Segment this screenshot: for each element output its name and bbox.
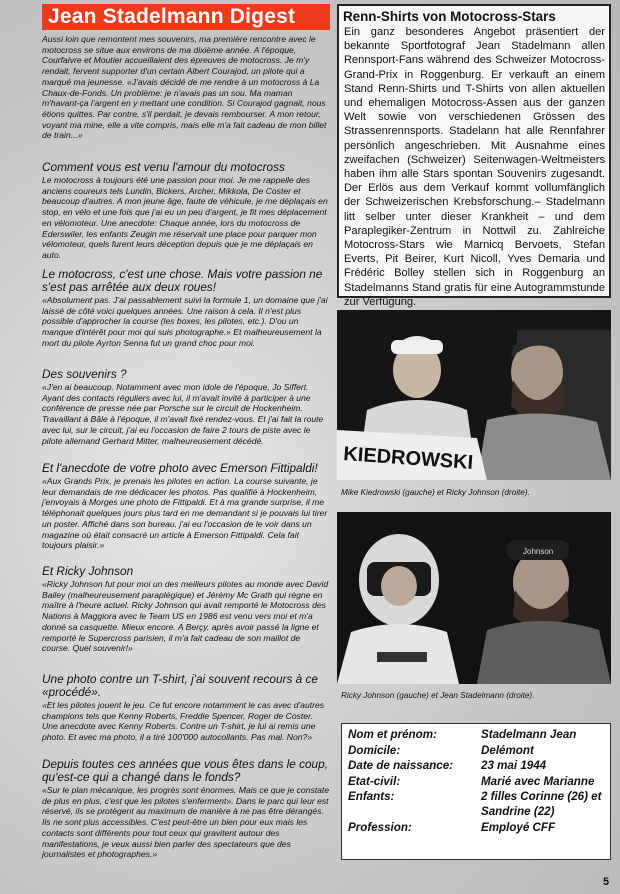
answer-1: Le motocross à toujours été une passion pour moi. Je me rappelle des anciens coureurs tels Lundin, Bickers, Archer, Mikkola, De Coster et beaucoup d'autres. A mon jeune âge, faute de véhicule, je me déplaçais en stop, en vélo et une fois que j'ai eu un peu d'argent, je fit mes déplacement en vélomoteur. Une anecdote: Chaque année, lors du motocross de Ederswiler, les enfants Zeugin me réservait une place pour parquer mon vélomoteur, quels furent leurs déception depuis que je me déplaçais en auto. bbox=[42, 175, 328, 260]
answer-3: «J'en ai beaucoup. Notamment avec mon idole de l'époque, Jo Siffert. Ayant des contacts réguliers avec lui, il m'avait invité à participer à une conférence de presse née par Porsche sur le circuit de Hockenheim. Travaillant à Bâle à l'époque, il m'avait fixé rendez-vous. Et j'ai fait la route avec lui, sur le circuit, j'ai eu l'occasion de faire 2 tours de piste avec le pilote allemand Gerhard Mitter, malheureusement décédé. bbox=[42, 382, 324, 446]
question-6: Une photo contre un T-shirt, j'ai souvent recours à ce «procédé». bbox=[42, 672, 318, 699]
page-title: Jean Stadelmann Digest bbox=[48, 5, 296, 28]
answer-5: «Ricky Johnson fut pour moi un des meilleurs pilotes au monde avec David Bailey (malheureusement paraplégique) et Jérémy Mc Grath qui règne en maître à l'heure actuel. Ricky Johnson qui avait remporté le Motocross des Nations à Maggiora avec le Team US en 1986 est venu vers moi et m'a donné sa casquette. Mieux encore. A Berçy, après avoir passé la ligne et remporté le Supercross parisien, il m'a fait cadeau de son maillot de course. Quel souvenir!» bbox=[42, 579, 329, 654]
question-7: Depuis toutes ces années que vous êtes dans le coup, qu'est-ce qui a changé dans le fonds? bbox=[42, 757, 328, 784]
profile-row bbox=[348, 775, 610, 791]
question-4: Et l'anecdote de votre photo avec Emerson Fittipaldi! bbox=[42, 461, 318, 475]
photo-johnson-stadelmann bbox=[337, 512, 611, 684]
profile-value: Delémont bbox=[481, 743, 534, 757]
answer-6: «Et les pilotes jouent le jeu. Ce fut encore notamment le cas avec d'autres champions tels que Kenny Roberts, Freddie Spencer, Roger de Coster. Une anecdote avec Kenny Roberts. Contre un T-shirt, je lui ai remis une photo. Et avec ma photo, il a tiré 100'000 autocollants. Pas mal. Non?» bbox=[42, 700, 325, 743]
photo-1-image bbox=[337, 310, 611, 480]
profile-value: Marié avec Marianne bbox=[481, 774, 595, 788]
profile-info-box bbox=[341, 723, 611, 860]
photo-2-image bbox=[337, 512, 611, 684]
question-2: Le motocross, c'est une chose. Mais votre passion ne s'est pas arrêtée aux deux roues! bbox=[42, 267, 323, 294]
profile-table bbox=[348, 728, 610, 836]
profile-row bbox=[348, 821, 610, 837]
profile-row bbox=[348, 744, 610, 760]
section-5 bbox=[42, 565, 330, 654]
profile-key: Date de naissance: bbox=[348, 759, 454, 773]
profile-row bbox=[348, 728, 610, 744]
profile-key: Nom et prénom: bbox=[348, 728, 437, 741]
profile-row bbox=[348, 790, 610, 820]
profile-value: 2 filles Corinne (26) et Sandrine (22) bbox=[481, 790, 602, 818]
profile-key: Domicile: bbox=[348, 743, 401, 757]
profile-value: Stadelmann Jean bbox=[481, 728, 577, 741]
answer-7: «Sur le plan mécanique, les progrès sont énormes. Mais ce que je constate de plus en plus, c'est que les pilotes s'enferment». Dans le parc qui leur est réservé, ils se protègent au maximum de manière à ne pas être dérangés. Ils ne sont plus accessibles. C'est peut-être un bien pour eux mais les contacts sont différents pour tout ceux qui gravitent autour des manifestations, je veux aussi bien parler des spectateurs que des journalistes et photographes.» bbox=[42, 785, 330, 860]
question-5: Et Ricky Johnson bbox=[42, 564, 134, 578]
section-6 bbox=[42, 673, 330, 743]
answer-4: «Aux Grands Prix, je prenais les pilotes en action. La course suivante, je leur demandais de me dédicacer les photos. Pas qualifié à Hockenheim, j'envoyais à Morges une photo de Fittipaldi. Et à ma grande surprise, il me téléphonait quelques jours plus tard en me demandant si je pouvais lui tirer un poster. Affiché dans son bureau, j'ai eu l'occasion de le voir dans un magazine où était consacré un article à Emerson Fittipaldi. Cela fait toujours plaisir.» bbox=[42, 476, 328, 551]
cap-text: Johnson bbox=[523, 547, 554, 556]
intro-text: Aussi loin que remontent mes souvenirs, ma première rencontre avec le motocross se situe aux environs de ma dixième année. A l'époque, Courfaivre et Moutier accueillaient des épreuves de motocross. Je m'y rendait, fervent supporter d'un certain Albert Courajod, un pilote qui a marqué ma jeunesse. «J'avais décidé de me rendre à un motocross à La Chaux-de-Fonds. Un problème: je n'avais pas un sou. Ma maman m'havant-ça l'argent en y mettant une condition. Si Courajod gagnait, nous étions quittes. Par contre, s'il perdait, je devais rembourser. A mon retour, voyant ma mine, elle a vite compris, mais elle m'a fait cadeau de mon billet de train...» bbox=[42, 34, 327, 141]
profile-key: Profession: bbox=[348, 820, 412, 834]
photo-kiedrowski-johnson bbox=[337, 310, 611, 480]
renn-shirts-box bbox=[337, 4, 611, 308]
profile-value: Employé CFF bbox=[481, 820, 556, 834]
section-2 bbox=[42, 268, 330, 349]
answer-2: «Absolument pas. J'ai passablement suivi la formule 1, un domaine que j'ai laissé de côté voici quelques années. Une raison à cela. Il n'est plus possible d'approcher la course (les boxes, les pilotes, etc.). D'ou un manque d'intérêt pour moi qui suis photographe.» Et malheureusement la mort du pilote Ayrton Senna fut un grand choc pour moi. bbox=[42, 295, 328, 348]
photo-1-caption: Mike Kiedrowski (gauche) et Ricky Johnson (droite). bbox=[341, 488, 530, 497]
section-1 bbox=[42, 161, 330, 261]
question-1: Comment vous est venu l'amour du motocross bbox=[42, 160, 285, 174]
section-3 bbox=[42, 368, 330, 446]
profile-key: Enfants: bbox=[348, 790, 395, 804]
profile-key: Etat-civil: bbox=[348, 774, 401, 788]
title-band bbox=[42, 4, 330, 30]
photo-2-caption: Ricky Johnson (gauche) et Jean Stadelmann (droite). bbox=[341, 691, 535, 700]
section-7 bbox=[42, 758, 330, 860]
section-4 bbox=[42, 462, 330, 551]
left-column bbox=[42, 0, 330, 880]
question-3: Des souvenirs ? bbox=[42, 367, 127, 381]
profile-row bbox=[348, 759, 610, 775]
renn-title: Renn-Shirts von Motocross-Stars bbox=[343, 9, 556, 24]
profile-value: 23 mai 1944 bbox=[481, 759, 547, 773]
shirt-text: KIEDROWSKI bbox=[342, 443, 474, 475]
renn-body: Ein ganz besonderes Angebot präsentiert der bekannte Sportfotograf Jean Stadelmann allen Rennsport-Fans während des Schweizer Motocross-Grand-Prix in Roggenburg. Er verkauft an einem Stand Renn-Shirts und T-Shirts von allen aktuellen und ehemaligen Motocross-Assen aus der ganzen Welt sowie von verschiedenen Grössen des Strassenrennsports. Stadelann hat alle Rennfahrer persönlich angeschrieben. Mit Ausnahme eines zweifachen (Schweizer) Seitenwagen-Weltmeisters haben ihm alle Stars spontan Souvenirs zugesandt. Der Erlös aus dem Verkauf kommt vollumfänglich der Schweizerischen Krebsforschung.– Stadelmann litt selber unter dieser Krankheit – und dem Paraplegiker-Zentrum in Nottwil zu. Zahlreiche Motocross-Stars wie Marnicq Bervoets, Stefan Everts, Pit Beirer, Kurt Nicoll, Yves Demaria und Frédéric Bolley stellen sich in Roggenburg an Stadelmanns Stand gratis für eine Autogrammstunde zur Verfügung. bbox=[344, 26, 605, 308]
page-number: 5 bbox=[603, 876, 610, 888]
